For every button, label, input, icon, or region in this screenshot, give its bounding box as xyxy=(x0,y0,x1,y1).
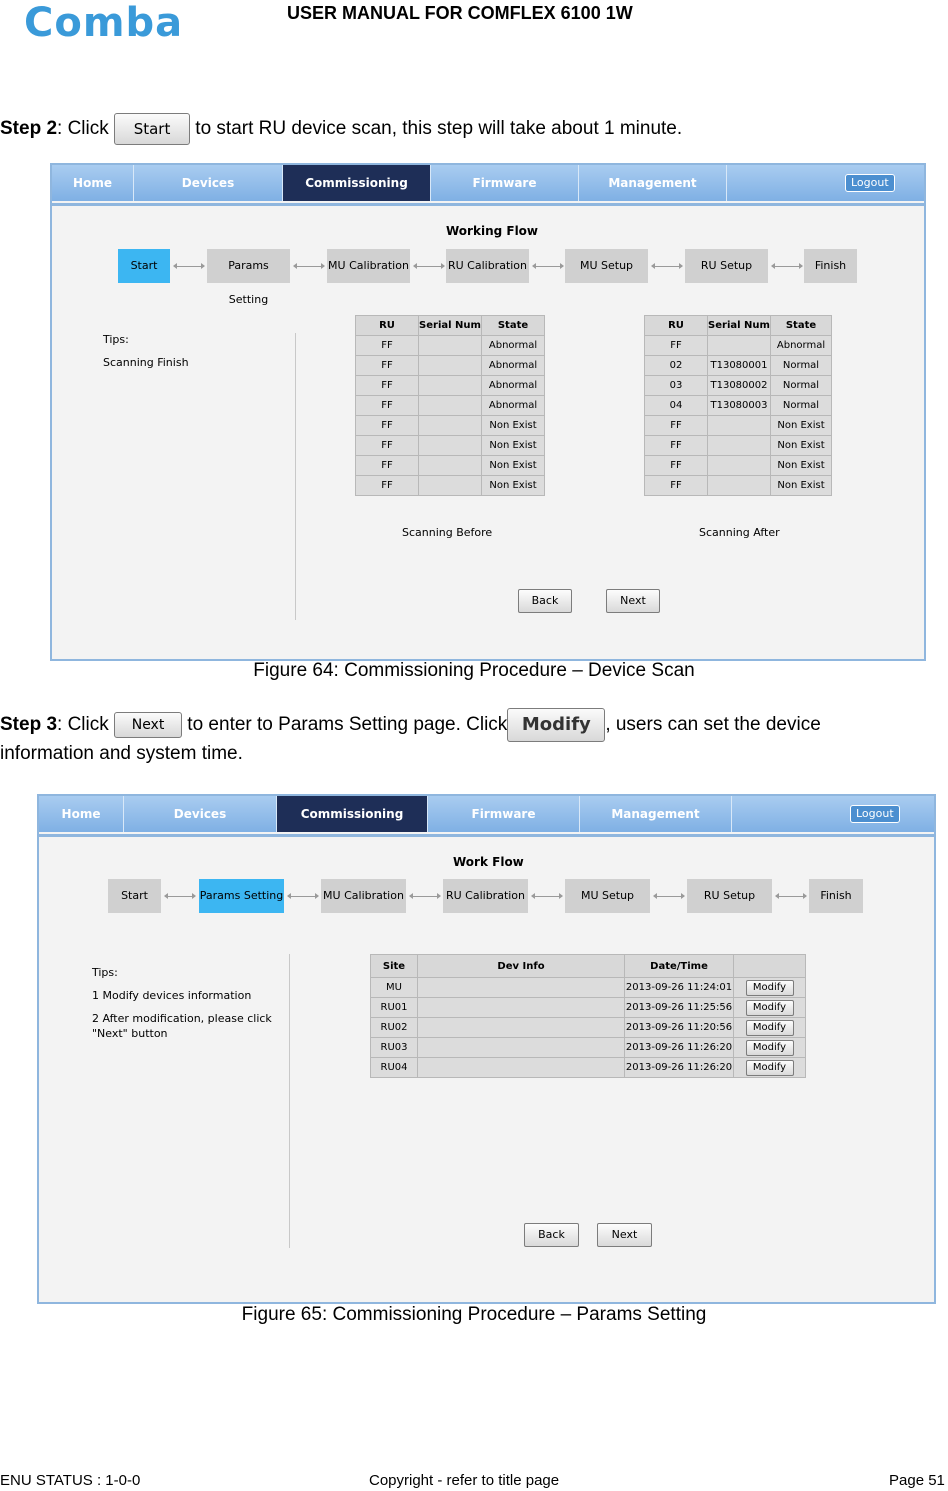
modify-button[interactable]: Modify xyxy=(746,1000,794,1016)
table-row xyxy=(645,376,832,396)
next-button[interactable]: Next xyxy=(597,1223,652,1247)
step-params-setting[interactable]: Params Setting xyxy=(199,879,284,913)
modify-button[interactable]: Modify xyxy=(746,1020,794,1036)
table-row xyxy=(356,336,545,356)
work-flow-title: Work Flow xyxy=(453,855,524,869)
modify-button[interactable]: Modify xyxy=(746,980,794,996)
step-start[interactable]: Start xyxy=(108,879,161,913)
table-row xyxy=(371,1038,806,1058)
cell xyxy=(708,416,771,436)
nav-devices[interactable]: Devices xyxy=(124,796,277,832)
step-ru-setup[interactable]: RU Setup xyxy=(687,879,772,913)
working-flow-title: Working Flow xyxy=(446,224,539,238)
step3-text-line2: information and system time. xyxy=(0,743,243,764)
cell: FF xyxy=(356,376,419,396)
params-setting-screenshot xyxy=(37,794,936,1304)
document-title: USER MANUAL FOR COMFLEX 6100 1W xyxy=(287,3,633,23)
table-row xyxy=(356,456,545,476)
cell xyxy=(418,978,625,998)
cell: 2013-09-26 11:26:20 xyxy=(625,1038,734,1058)
cell: Non Exist xyxy=(771,456,832,476)
footer-page-number: Page 51 xyxy=(889,1472,945,1489)
comba-logo: Comba xyxy=(24,0,184,46)
step-mu-setup[interactable]: MU Setup xyxy=(565,249,648,283)
inline-modify-button-image: Modify xyxy=(507,708,605,742)
nav-firmware[interactable]: Firmware xyxy=(431,165,579,201)
divider xyxy=(295,333,296,620)
nav-commissioning[interactable]: Commissioning xyxy=(277,796,428,832)
table-row xyxy=(645,416,832,436)
step-finish[interactable]: Finish xyxy=(809,879,863,913)
cell: Non Exist xyxy=(482,476,545,496)
step2-text-after: to start RU device scan, this step will take about 1 minute. xyxy=(190,118,683,140)
cell xyxy=(734,998,806,1018)
step-params-setting[interactable]: Params Setting xyxy=(207,249,290,283)
step2-paragraph xyxy=(0,113,948,145)
col-serial: Serial Num xyxy=(708,316,771,336)
back-button[interactable]: Back xyxy=(518,589,572,613)
inline-start-button-image: Start xyxy=(114,113,190,145)
cell: Non Exist xyxy=(482,416,545,436)
cell xyxy=(418,1038,625,1058)
table-row xyxy=(356,356,545,376)
table-row xyxy=(645,336,832,356)
cell xyxy=(418,998,625,1018)
scan-before-table xyxy=(355,315,545,496)
footer-copyright: Copyright - refer to title page xyxy=(369,1472,560,1489)
nav-management[interactable]: Management xyxy=(579,165,727,201)
step3-label: Step 3 xyxy=(0,714,58,736)
cell xyxy=(734,1038,806,1058)
step2-label: Step 2 xyxy=(0,118,58,140)
table-row xyxy=(371,998,806,1018)
cell xyxy=(734,1058,806,1078)
flow-arrow xyxy=(652,266,682,267)
cell: Abnormal xyxy=(482,376,545,396)
table-row xyxy=(371,978,806,998)
nav-management[interactable]: Management xyxy=(580,796,732,832)
flow-arrow xyxy=(165,896,195,897)
cell: RU02 xyxy=(371,1018,418,1038)
cell xyxy=(419,336,482,356)
top-nav xyxy=(52,165,924,201)
col-state: State xyxy=(482,316,545,336)
step2-text-before: : Click xyxy=(57,118,115,140)
cell: FF xyxy=(356,456,419,476)
cell: Normal xyxy=(771,356,832,376)
flow-arrow xyxy=(776,896,806,897)
cell: 03 xyxy=(645,376,708,396)
flow-arrow xyxy=(288,896,318,897)
cell xyxy=(419,396,482,416)
cell: MU xyxy=(371,978,418,998)
cell xyxy=(708,336,771,356)
step-ru-calibration[interactable]: RU Calibration xyxy=(446,249,529,283)
logout-button[interactable]: Logout xyxy=(850,805,900,823)
cell xyxy=(419,476,482,496)
flow-arrow xyxy=(414,266,444,267)
cell: T13080003 xyxy=(708,396,771,416)
figure-64-caption: Figure 64: Commissioning Procedure – Device Scan xyxy=(253,660,695,681)
table-row xyxy=(356,376,545,396)
nav-firmware[interactable]: Firmware xyxy=(428,796,580,832)
step3-paragraph xyxy=(0,708,948,766)
step3-text-before: : Click xyxy=(57,714,115,736)
inline-next-button-image: Next xyxy=(114,712,182,738)
tip-2-line1: 2 After modification, please click xyxy=(92,1012,272,1025)
cell: 2013-09-26 11:25:56 xyxy=(625,998,734,1018)
params-content xyxy=(39,834,934,1302)
tips-panel xyxy=(103,328,189,374)
step-ru-setup[interactable]: RU Setup xyxy=(685,249,768,283)
step-finish[interactable]: Finish xyxy=(804,249,857,283)
modify-button[interactable]: Modify xyxy=(746,1060,794,1076)
cell xyxy=(419,376,482,396)
top-nav xyxy=(39,796,934,832)
cell: Abnormal xyxy=(771,336,832,356)
cell xyxy=(734,978,806,998)
table-row xyxy=(645,396,832,416)
step-ru-calibration[interactable]: RU Calibration xyxy=(443,879,528,913)
step-start[interactable]: Start xyxy=(118,249,170,283)
cell: T13080001 xyxy=(708,356,771,376)
modify-button[interactable]: Modify xyxy=(746,1040,794,1056)
table-row xyxy=(356,416,545,436)
col-state: State xyxy=(771,316,832,336)
cell: Non Exist xyxy=(771,476,832,496)
device-params-table xyxy=(370,954,806,1078)
tips-panel xyxy=(92,961,272,1041)
table-row xyxy=(356,436,545,456)
scan-content xyxy=(52,203,924,659)
flow-arrow xyxy=(532,896,562,897)
cell: FF xyxy=(356,356,419,376)
next-button[interactable]: Next xyxy=(606,589,660,613)
cell: Non Exist xyxy=(771,436,832,456)
cell: Abnormal xyxy=(482,336,545,356)
cell xyxy=(419,416,482,436)
cell: 02 xyxy=(645,356,708,376)
nav-devices[interactable]: Devices xyxy=(134,165,283,201)
cell: FF xyxy=(356,416,419,436)
table-row xyxy=(371,1018,806,1038)
step-mu-calibration[interactable]: MU Calibration xyxy=(327,249,410,283)
table-row xyxy=(356,476,545,496)
cell xyxy=(708,476,771,496)
cell: FF xyxy=(645,416,708,436)
flow-arrow xyxy=(533,266,563,267)
figure-65-caption: Figure 65: Commissioning Procedure – Params Setting xyxy=(241,1304,707,1325)
cell: RU03 xyxy=(371,1038,418,1058)
step3-text-middle: to enter to Params Setting page. Click xyxy=(182,714,508,736)
nav-home[interactable]: Home xyxy=(52,165,134,201)
cell: Non Exist xyxy=(482,456,545,476)
logout-button[interactable]: Logout xyxy=(845,174,895,192)
cell: 04 xyxy=(645,396,708,416)
col-serial: Serial Num xyxy=(419,316,482,336)
cell: Normal xyxy=(771,376,832,396)
cell: FF xyxy=(356,436,419,456)
col-dev-info: Dev Info xyxy=(418,955,625,978)
cell: Non Exist xyxy=(771,416,832,436)
cell: FF xyxy=(645,436,708,456)
flow-arrow xyxy=(410,896,440,897)
step3-text-after: , users can set the device xyxy=(605,714,821,736)
nav-commissioning[interactable]: Commissioning xyxy=(283,165,431,201)
scan-after-table xyxy=(644,315,832,496)
tips-text: Scanning Finish xyxy=(103,356,189,369)
cell: FF xyxy=(356,396,419,416)
cell: Abnormal xyxy=(482,356,545,376)
cell xyxy=(418,1058,625,1078)
col-ru: RU xyxy=(645,316,708,336)
cell xyxy=(418,1018,625,1038)
cell: Non Exist xyxy=(482,436,545,456)
back-button[interactable]: Back xyxy=(524,1223,579,1247)
step-mu-setup[interactable]: MU Setup xyxy=(565,879,650,913)
flow-arrow xyxy=(772,266,802,267)
col-action xyxy=(734,955,806,978)
cell xyxy=(708,456,771,476)
cell: FF xyxy=(356,476,419,496)
cell: FF xyxy=(645,456,708,476)
table-row xyxy=(645,476,832,496)
col-site: Site xyxy=(371,955,418,978)
flow-arrow xyxy=(654,896,684,897)
flow-arrow xyxy=(174,266,204,267)
cell: 2013-09-26 11:20:56 xyxy=(625,1018,734,1038)
tip-2 xyxy=(92,1011,272,1041)
cell: FF xyxy=(356,336,419,356)
col-date-time: Date/Time xyxy=(625,955,734,978)
tips-title: Tips: xyxy=(103,333,129,346)
tip-1: 1 Modify devices information xyxy=(92,989,252,1002)
cell: RU01 xyxy=(371,998,418,1018)
tip-2-line2: "Next" button xyxy=(92,1027,168,1040)
scanning-before-label: Scanning Before xyxy=(402,526,493,539)
table-row xyxy=(371,1058,806,1078)
table-row xyxy=(645,436,832,456)
cell xyxy=(734,1018,806,1038)
cell: Abnormal xyxy=(482,396,545,416)
device-scan-screenshot xyxy=(50,163,926,661)
scanning-after-label: Scanning After xyxy=(699,526,780,539)
cell xyxy=(419,356,482,376)
cell: FF xyxy=(645,476,708,496)
col-ru: RU xyxy=(356,316,419,336)
flow-arrow xyxy=(294,266,324,267)
footer-status: ENU STATUS : 1-0-0 xyxy=(0,1472,141,1489)
cell: 2013-09-26 11:24:01 xyxy=(625,978,734,998)
table-row xyxy=(645,456,832,476)
cell: RU04 xyxy=(371,1058,418,1078)
cell xyxy=(419,436,482,456)
cell xyxy=(419,456,482,476)
cell xyxy=(708,436,771,456)
cell: FF xyxy=(645,336,708,356)
cell: Normal xyxy=(771,396,832,416)
table-row xyxy=(645,356,832,376)
cell: T13080002 xyxy=(708,376,771,396)
step-mu-calibration[interactable]: MU Calibration xyxy=(321,879,406,913)
tips-title: Tips: xyxy=(92,966,118,979)
nav-home[interactable]: Home xyxy=(39,796,124,832)
divider xyxy=(289,954,290,1248)
table-row xyxy=(356,396,545,416)
cell: 2013-09-26 11:26:20 xyxy=(625,1058,734,1078)
